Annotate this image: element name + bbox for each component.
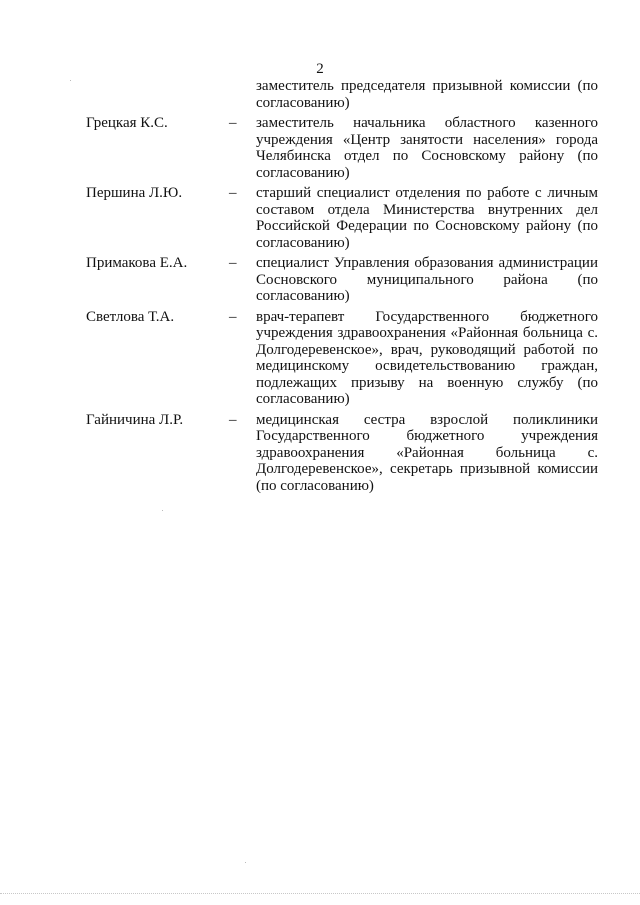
scan-speck [245,862,246,863]
member-name: Грецкая К.С. [86,115,168,131]
list-item [0,78,640,111]
dash-separator: – [229,411,237,428]
member-name: Першина Л.Ю. [86,185,183,201]
dash-separator: – [229,185,237,201]
list-item [0,185,640,251]
dash-separator: – [229,255,237,271]
scan-edge [0,893,640,894]
member-name: Примакова Е.А. [86,255,188,271]
member-name: Светлова Т.А. [86,308,175,325]
member-position: специалист Управления образования администрации Сосновского муниципального района (по согласованию) [256,255,598,304]
member-position: старший специалист отделения по работе с личным составом отдела Министерства внутренних дел Российской Федерации по Сосновскому району (по согласованию) [256,185,598,251]
member-position: врач-терапевт Государственного бюджетного учреждения здравоохранения «Районная больница с. Долгодеревенское», врач, руководящий работой по медицинскому освидетельствованию граждан, подлежащих призыву на военную службу (по согласованию) [256,308,598,407]
scan-speck [70,80,71,81]
member-name: Гайничина Л.Р. [86,411,184,428]
list-item [0,412,640,495]
dash-separator: – [229,115,237,131]
member-position: заместитель начальника областного казенного учреждения «Центр занятости населения» города Челябинска отдел по Сосновскому району (по согласованию) [256,115,598,181]
scan-speck [162,510,163,511]
page-number: 2 [316,61,324,77]
commission-member-list [0,78,640,498]
list-item [0,255,640,305]
member-position: медицинская сестра взрослой поликлиники Государственного бюджетного учреждения здравоохранения «Районная больница с. Долгодеревенское», секретарь призывной комиссии (по согласованию) [256,411,598,494]
list-item [0,309,640,408]
dash-separator: – [229,308,237,325]
list-item [0,115,640,181]
member-position: заместитель председателя призывной комиссии (по согласованию) [256,78,598,111]
